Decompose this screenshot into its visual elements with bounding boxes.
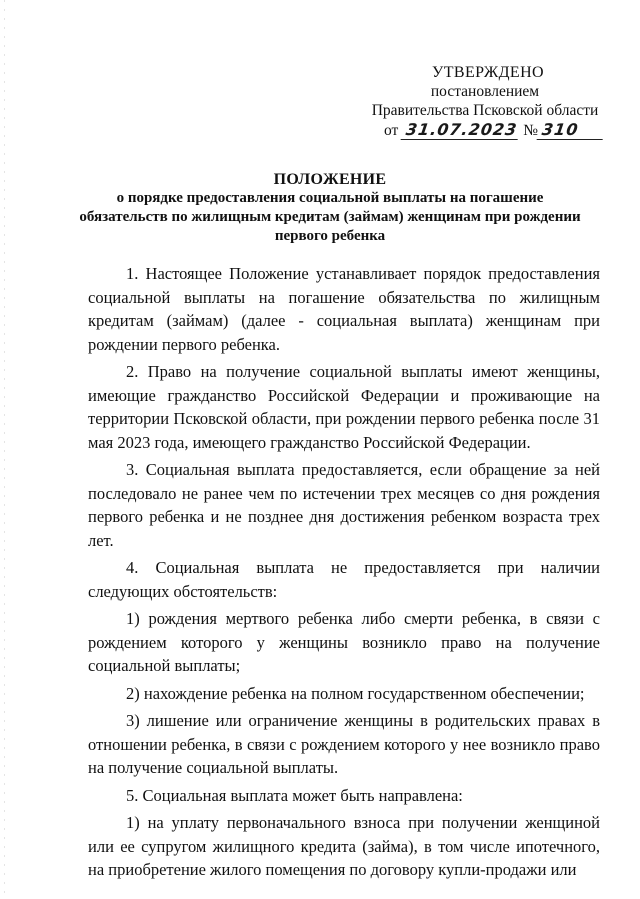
- approval-heading: УТВЕРЖДЕНО: [432, 64, 545, 81]
- scan-edge-mark: [4, 0, 5, 899]
- paragraph-5-item-1: 1) на уплату первоначального взноса при получении женщиной или ее супругом жилищного кредита (займа), в том числе ипотечного, на приобретение жилого помещения по договору купли-продажи или: [88, 813, 600, 879]
- paragraph-4-item-1: 1) рождения мертвого ребенка либо смерти ребенка, в связи с рождением которого у женщины возникло право на получение социальной выплаты;: [88, 609, 600, 675]
- approval-date-line: [360, 120, 610, 140]
- paragraph-4-item-2: 2) нахождение ребенка на полном государственном обеспечении;: [126, 683, 585, 703]
- approval-line-government: Правительства Псковской области: [371, 102, 599, 119]
- handwritten-date: 31.07.2023: [401, 120, 521, 140]
- document-title: [60, 170, 600, 246]
- title-main: ПОЛОЖЕНИЕ: [273, 171, 387, 188]
- handwritten-number: 310: [537, 120, 606, 140]
- paragraph-4: 4. Социальная выплата не предоставляется при наличии следующих обстоятельств:: [88, 558, 600, 601]
- paragraph-3: 3. Социальная выплата предоставляется, если обращение за ней последовало не ранее чем по истечении трех месяцев со дня рождения первого ребенка и не позднее дня достижения ребенком возраста трех лет.: [88, 460, 600, 550]
- title-line-1: о порядке предоставления социальной выплаты на погашение: [116, 190, 544, 206]
- date-prefix: от: [384, 122, 399, 139]
- number-prefix: №: [523, 122, 539, 139]
- paragraph-5: 5. Социальная выплата может быть направлена:: [126, 785, 463, 805]
- document-body: [88, 262, 600, 886]
- title-line-3: первого ребенка: [274, 228, 386, 244]
- paragraph-4-item-3: 3) лишение или ограничение женщины в родительских правах в отношении ребенка, в связи с рождением которого у нее возникло право на получение социальной выплаты.: [88, 711, 600, 777]
- title-line-2: обязательств по жилищным кредитам (займам) женщинам при рождении: [79, 209, 581, 225]
- approval-stamp-block: [360, 63, 610, 140]
- paragraph-1: 1. Настоящее Положение устанавливает порядок предоставления социальной выплаты на погашение обязательства по жилищным кредитам (займам) (далее - социальная выплата) женщинам при рождении первого ребенка.: [88, 264, 600, 354]
- approval-line-resolution: постановлением: [430, 83, 540, 100]
- paragraph-2: 2. Право на получение социальной выплаты имеют женщины, имеющие гражданство Российской Федерации и проживающие на территории Псковской области, при рождении первого ребенка после 31 мая 2023 года, имеющего гражданство Российской Федерации.: [88, 362, 600, 452]
